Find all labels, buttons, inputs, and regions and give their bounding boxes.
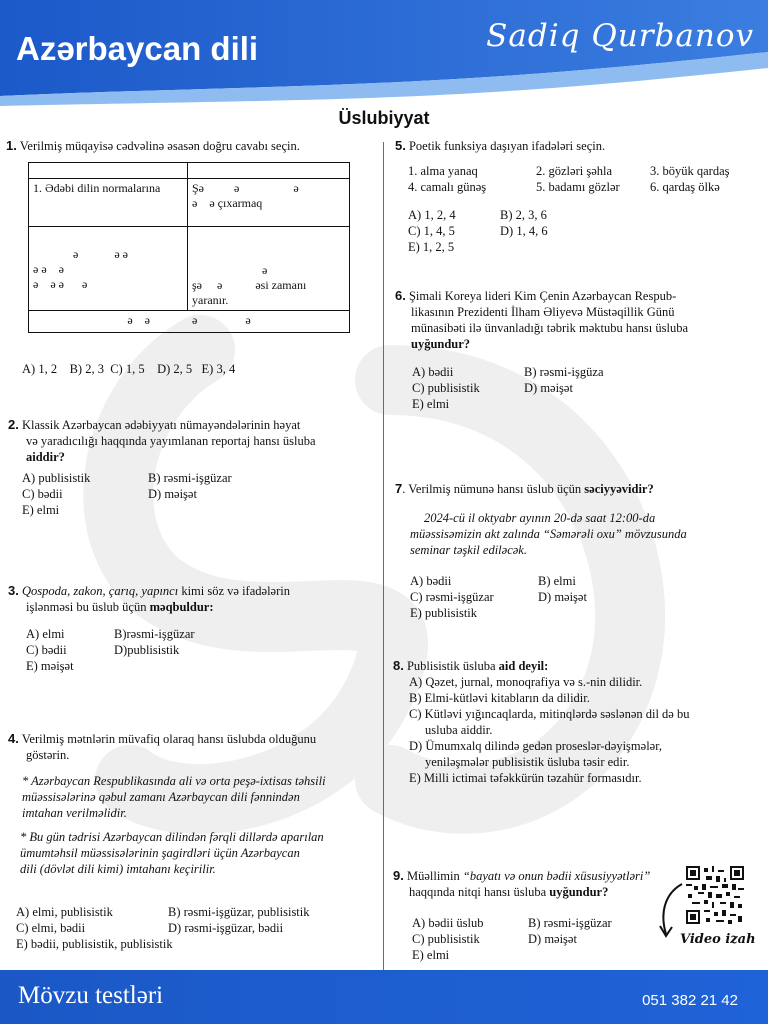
option[interactable]: D) rəsmi-işgüzar, bədii <box>168 921 284 935</box>
question-number: 8. <box>393 658 404 673</box>
option[interactable]: A) Qəzet, jurnal, monoqrafiya və s.-nin dilidir. <box>409 675 643 689</box>
question-4 <box>8 731 380 877</box>
quote-line: * Azərbaycan Respublikasında ali və orta peşə-ixtisas təhsili <box>22 774 326 788</box>
footer-bar <box>0 970 768 1024</box>
question-text: Müəllimin <box>406 869 463 883</box>
quote-1 <box>8 773 380 821</box>
option[interactable]: D) məişət <box>528 932 577 946</box>
list-item: 2. gözləri şəhla <box>536 164 613 178</box>
option[interactable]: D)publisistik <box>114 643 180 657</box>
question-text: uyğundur? <box>549 885 609 899</box>
question-number: 2. <box>8 417 19 432</box>
option[interactable]: E) bədii, publisistik, publisistik <box>16 937 173 951</box>
question-text: . Verilmiş nümunə hansı üslub üçün <box>402 482 585 496</box>
question-text: səciyyəvidir? <box>584 482 654 496</box>
answer-options <box>22 470 298 518</box>
quote-line: imtahan verilməlidir. <box>22 806 127 820</box>
option[interactable]: A) publisistik <box>22 471 91 485</box>
option[interactable]: D) 1, 4, 6 <box>500 224 548 238</box>
question-text: Poetik funksiya daşıyan ifadələri seçin. <box>408 139 606 153</box>
option[interactable]: D) məişət <box>148 487 197 501</box>
cell-line: ə ə ə ə <box>33 277 88 291</box>
cell-line: ə ə ə <box>33 262 64 276</box>
header-banner <box>0 0 768 120</box>
quote-2 <box>8 829 380 877</box>
page-topic: Üslubiyyat <box>338 108 430 128</box>
option[interactable]: B) rəsmi-işgüzar <box>148 471 232 485</box>
question-text: və yaradıcılığı haqqında yayımlanan reportaj hansı üsluba <box>26 434 316 448</box>
option[interactable]: E) Milli ictimai təfəkkürün təzahür formasıdır. <box>409 771 642 785</box>
question-text: Publisistik üsluba <box>406 659 499 673</box>
footer-title: Mövzu testləri <box>18 982 164 1009</box>
cell-line: ə ə çıxarmaq <box>192 196 263 210</box>
question-2 <box>8 417 378 465</box>
cell-line: Şə ə ə <box>192 181 299 195</box>
author-name: Sadiq Qurbanov <box>486 18 754 54</box>
option[interactable]: E) elmi <box>412 948 450 962</box>
question-7 <box>395 481 760 497</box>
quote-line: seminar təşkil ediləcək. <box>410 543 527 557</box>
answer-options <box>412 915 638 963</box>
list-item: 6. qardaş ölkə <box>650 180 720 194</box>
option[interactable]: C) publisistik <box>412 381 480 395</box>
option[interactable]: B) 2, 3, 6 <box>500 208 547 222</box>
question-number: 4. <box>8 731 19 746</box>
table-cell: 1. Ədəbi dilin normalarına <box>29 179 188 227</box>
option[interactable]: E) 1, 2, 5 <box>408 240 455 254</box>
quote-line: müəssisələrinə qəbul zamanı Azərbaycan dili fənnindən <box>22 790 300 804</box>
option[interactable]: C) elmi, bədii <box>16 921 86 935</box>
quote-line: dili (dövlət dili kimi) imtahanı keçirilir. <box>20 862 216 876</box>
question-number: 9. <box>393 868 404 883</box>
option[interactable]: C) Kütləvi yığıncaqlarda, mitinqlərdə səslənən dil də bu <box>409 707 690 721</box>
option-continuation: yeniləşmələr publisistik üsluba təsir edir. <box>425 755 630 769</box>
question-9 <box>393 868 683 900</box>
option[interactable]: E) elmi <box>412 397 450 411</box>
option[interactable]: E) 3, 4 <box>201 362 236 376</box>
question-text: Verilmiş mətnlərin müvafiq olaraq hansı üslubda olduğunu <box>21 732 317 746</box>
option-continuation: uslubа aiddir. <box>425 723 493 737</box>
quote <box>410 510 765 558</box>
comparison-table <box>28 162 350 333</box>
question-text: münasibəti ilə ünvanladığı təbrik məktubu hansı üsluba <box>411 321 689 335</box>
question-text: uyğundur? <box>411 337 471 351</box>
table-cell <box>188 163 350 179</box>
answer-options <box>16 904 388 952</box>
option[interactable]: B)rəsmi-işgüzar <box>114 627 195 641</box>
question-text: haqqında nitqi hansı üsluba <box>409 885 550 899</box>
option[interactable]: A) 1, 2, 4 <box>408 208 456 222</box>
question-number: 5. <box>395 138 406 153</box>
option[interactable]: D) məişət <box>524 381 573 395</box>
option[interactable]: B) 2, 3 <box>69 362 104 376</box>
option[interactable]: B) elmi <box>538 574 576 588</box>
option[interactable]: A) elmi <box>26 627 65 641</box>
question-text: işlənməsi bu üslub üçün <box>26 600 150 614</box>
question-text: Şimali Koreya lideri Kim Çenin Azərbaycan Respub- <box>408 289 677 303</box>
option[interactable]: D) Ümumxalq dilində gedən proseslər-dəyişmələr, <box>409 739 662 753</box>
table-cell <box>188 227 350 311</box>
answer-options <box>22 361 235 377</box>
option[interactable]: A) elmi, publisistik <box>16 905 113 919</box>
option[interactable]: C) bədii <box>26 643 67 657</box>
table-cell <box>29 227 188 311</box>
question-6 <box>395 288 760 352</box>
cell-line: ə <box>262 263 268 277</box>
item-list <box>408 163 760 195</box>
question-text: aid deyil: <box>498 659 549 673</box>
table-cell: ə ə ə ə <box>29 311 350 333</box>
question-8 <box>393 658 763 786</box>
question-3 <box>8 583 378 615</box>
question-text: məqbuldur: <box>149 600 214 614</box>
option[interactable]: C) 1, 4, 5 <box>408 224 455 238</box>
answer-options <box>408 207 600 255</box>
option[interactable]: C) 1, 5 <box>110 362 145 376</box>
cell-line: yaranır. <box>192 293 229 307</box>
option[interactable]: B) rəsmi-işgüza <box>524 365 604 379</box>
table-cell <box>29 163 188 179</box>
question-5 <box>395 138 760 154</box>
list-item: 5. badamı gözlər <box>536 180 620 194</box>
quote-line: müəssisəmizin akt zalında “Səmərəli oxu” mövzusunda <box>410 527 687 541</box>
option[interactable]: C) bədii <box>22 487 63 501</box>
answer-options <box>26 626 264 674</box>
option[interactable]: A) 1, 2 <box>22 362 58 376</box>
answer-options <box>410 573 638 621</box>
cell-line: şə ə əsi zamanı <box>192 278 307 292</box>
qr-code-icon[interactable] <box>686 866 744 924</box>
list-item: 3. böyük qardaş <box>650 164 730 178</box>
list-item: 1. alma yanaq <box>408 164 478 178</box>
question-number: 7 <box>395 481 403 496</box>
option[interactable]: A) bədii üslub <box>412 916 484 930</box>
phone-number: 051 382 21 42 <box>642 992 738 1009</box>
option[interactable]: B) Elmi-kütləvi kitabların da dilidir. <box>409 691 590 705</box>
quote-line: 2024-cü il oktyabr ayının 20-də saat 12:00-da <box>424 511 656 525</box>
option[interactable]: E) publisistik <box>410 606 478 620</box>
list-item: 4. camalı günəş <box>408 180 487 194</box>
question-text: aiddir? <box>26 450 65 464</box>
question-text: Verilmiş müqayisə cədvəlinə əsasən doğru cavabı seçin. <box>19 139 300 153</box>
question-text: “bayatı və onun bədii xüsusiyyətləri” <box>462 869 651 883</box>
option[interactable]: B) rəsmi-işgüzar, publisistik <box>168 905 310 919</box>
question-text: Qospoda, zakon, çarıq, yapıncı <box>21 584 179 598</box>
option[interactable]: C) publisistik <box>412 932 480 946</box>
question-number: 1. <box>6 138 17 153</box>
question-text: Klassik Azərbaycan ədəbiyyatı nümayəndələrinin həyat <box>21 418 301 432</box>
question-number: 6. <box>395 288 406 303</box>
option[interactable]: A) bədii <box>410 574 452 588</box>
option[interactable]: B) rəsmi-işgüzar <box>528 916 612 930</box>
subject-title: Azərbaycan dili <box>16 30 259 67</box>
question-text: kimi söz və ifadələrin <box>178 584 290 598</box>
quote-line: * Bu gün tədrisi Azərbaycan dilindən fərqli dillərdə aparılan <box>20 830 324 844</box>
option[interactable]: A) bədii <box>412 365 454 379</box>
answer-options <box>412 364 644 412</box>
question-1 <box>6 138 376 154</box>
column-divider <box>383 142 384 970</box>
option[interactable]: E) məişət <box>26 659 74 673</box>
option[interactable]: D) məişət <box>538 590 587 604</box>
question-number: 3. <box>8 583 19 598</box>
video-explanation-label[interactable]: Video izah <box>680 932 756 947</box>
quote-line: ümumtəhsil müəssisələrinin şagirdləri üçün Azərbaycan <box>20 846 300 860</box>
cell-line: ə ə ə <box>73 247 128 261</box>
option[interactable]: C) rəsmi-işgüzar <box>410 590 494 604</box>
option[interactable]: D) 2, 5 <box>157 362 193 376</box>
option[interactable]: E) elmi <box>22 503 60 517</box>
question-text: göstərin. <box>26 748 70 762</box>
question-text: likasının Prezidenti İlham Əliyevə Müstəqillik Günü <box>411 305 675 319</box>
table-cell <box>188 179 350 227</box>
